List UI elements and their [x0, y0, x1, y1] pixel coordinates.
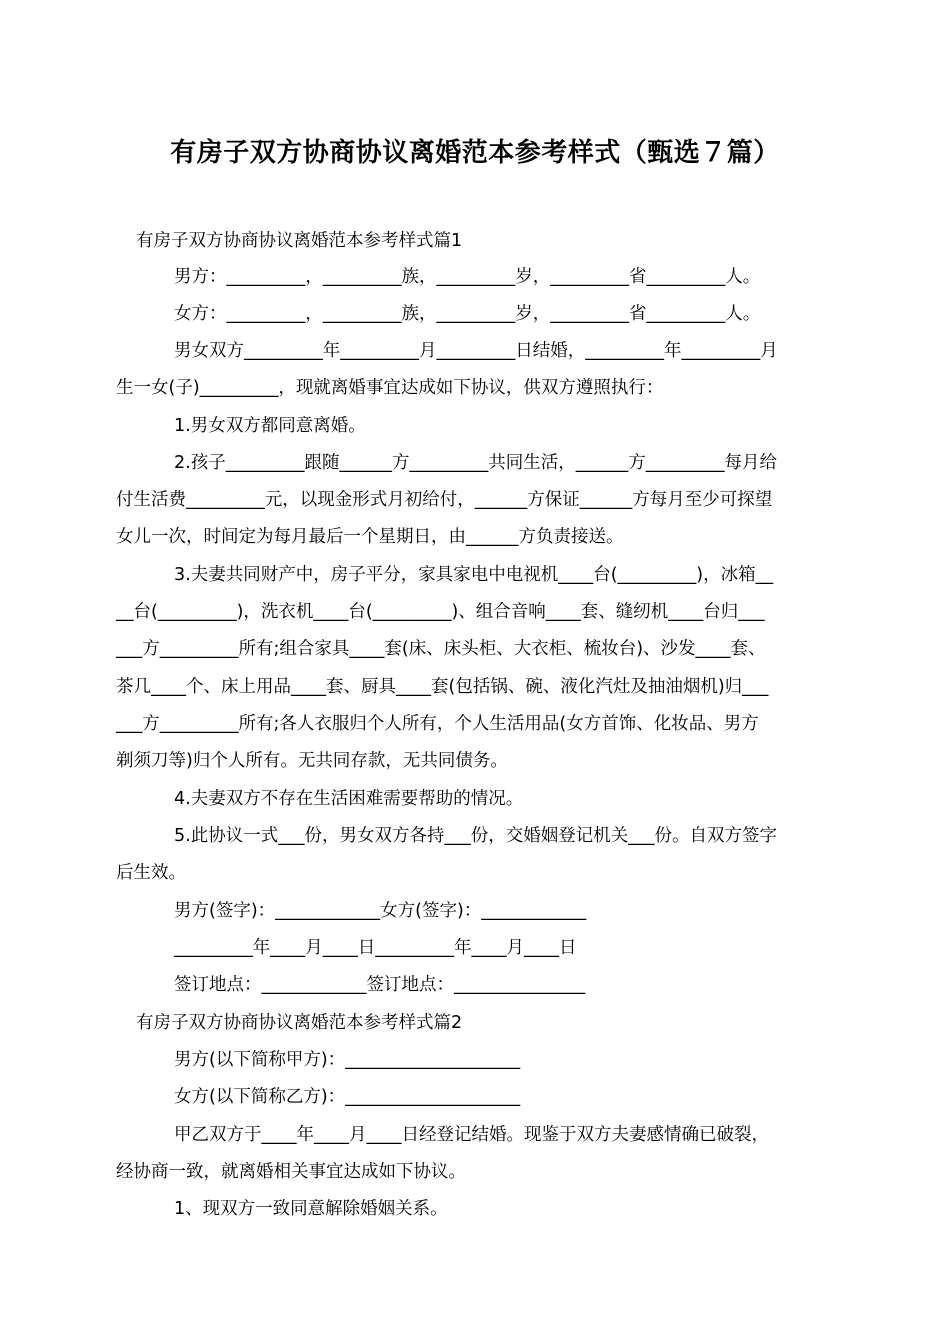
paragraph-line: 男方(签字)：____________女方(签字)：____________: [174, 901, 587, 921]
paragraph-line: 茶几____个、床上用品____套、厨具____套(包括锅、碗、液化汽灶及抽油烟机)归___: [116, 677, 769, 697]
paragraph-line: 女儿一次，时间定为每月最后一个星期日，由______方负责接送。: [116, 527, 624, 547]
paragraph-line: 男方(以下简称甲方)：____________________: [174, 1050, 521, 1070]
paragraph-line: 1.男女双方都同意离婚。: [174, 416, 366, 436]
paragraph-line: 后生效。: [116, 863, 186, 883]
paragraph-line: 5.此协议一式___份，男女双方各持___份，交婚姻登记机关___份。自双方签字: [174, 826, 777, 846]
paragraph-line: 女方：_________，_________族，_________岁，_________省_________人。: [174, 304, 761, 324]
paragraph-line: 剃须刀等)归个人所有。无共同存款，无共同债务。: [116, 751, 508, 771]
paragraph-line: 女方(以下简称乙方)：____________________: [174, 1087, 521, 1107]
paragraph-line: 1、现双方一致同意解除婚姻关系。: [174, 1199, 448, 1219]
paragraph-line: _________年____月____日_________年____月____日: [174, 938, 577, 958]
document-title: 有房子双方协商协议离婚范本参考样式（甄选７篇）: [170, 138, 780, 168]
paragraph-line: ___方_________所有;组合家具____套(床、床头柜、大衣柜、梳妆台)、沙发____套、: [116, 639, 766, 659]
paragraph-line: 签订地点：____________签订地点：_______________: [174, 975, 586, 995]
paragraph-line: 4.夫妻双方不存在生活困难需要帮助的情况。: [174, 789, 524, 809]
paragraph-line: 经协商一致，就离婚相关事宜达成如下协议。: [116, 1162, 466, 1182]
paragraph-line: 男方：_________，_________族，_________岁，_________省_________人。: [174, 267, 761, 287]
paragraph-line: __台(_________)，洗衣机____台(_________)、组合音响____套、缝纫机____台归___: [116, 602, 765, 622]
paragraph-line: 男女双方_________年_________月_________日结婚，_________年_________月: [174, 341, 778, 361]
paragraph-line: 3.夫妻共同财产中，房子平分，家具家电中电视机____台(_________)，冰箱__: [174, 565, 774, 585]
section-heading: 有房子双方协商协议离婚范本参考样式篇2: [136, 1013, 463, 1033]
paragraph-line: 甲乙双方于____年____月____日经登记结婚。现鉴于双方夫妻感情确已破裂，: [174, 1125, 769, 1145]
paragraph-line: 2.孩子_________跟随______方_________共同生活，______方_________每月给: [174, 453, 777, 473]
paragraph-line: 付生活费_________元，以现金形式月初给付，______方保证______方每月至少可探望: [116, 490, 773, 510]
section-heading: 有房子双方协商协议离婚范本参考样式篇1: [136, 231, 463, 251]
paragraph-line: 生一女(子)_________，现就离婚事宜达成如下协议，供双方遵照执行：: [116, 378, 664, 398]
paragraph-line: ___方_________所有;各人衣服归个人所有，个人生活用品(女方首饰、化妆品、男方: [116, 714, 759, 734]
